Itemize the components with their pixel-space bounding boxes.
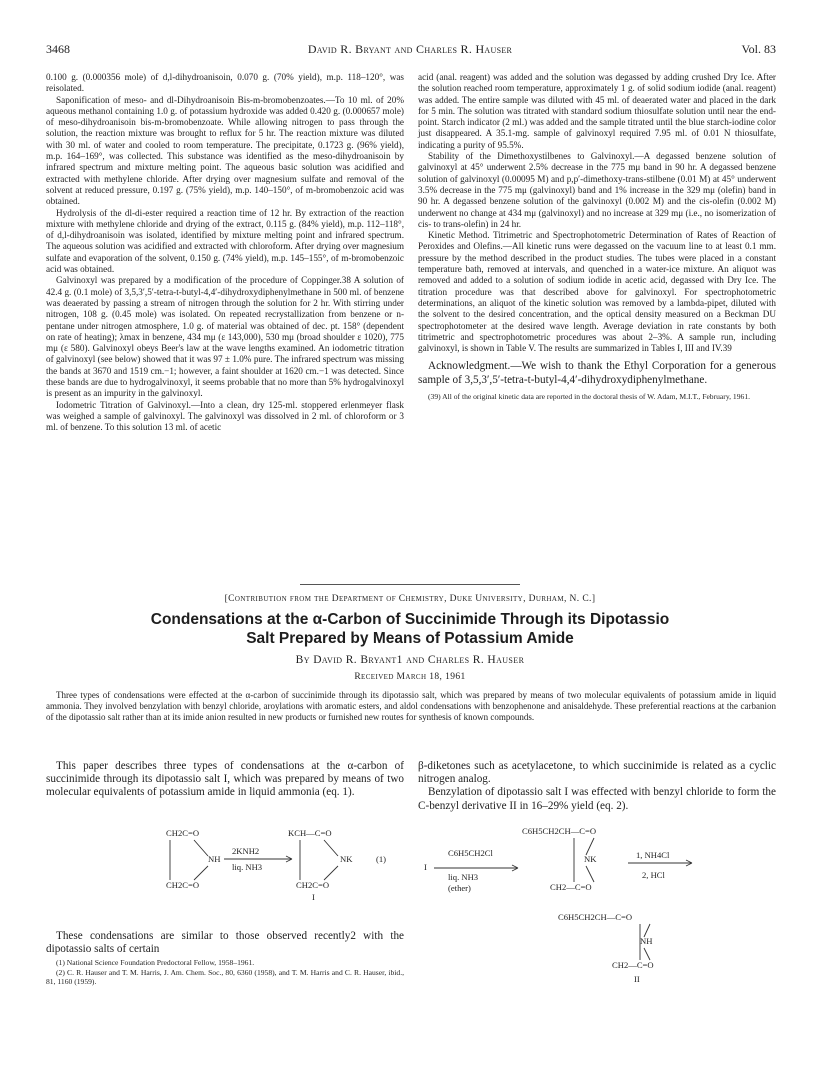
footnote-1: (1) National Science Foundation Predoctoral Fellow, 1958–1961.	[56, 958, 255, 967]
top-left-column	[46, 72, 404, 434]
eq2-intermediate-top: C6H5CH2CH—C=O	[522, 826, 597, 836]
paragraph: Kinetic Method. Titrimetric and Spectrophotometric Determination of Rates of Reaction of Peroxides and Olefins.—All kinetic runs were degassed on the vacuum line to at least 0.1 mm. pressure by the method described in the product studies. The tubes were placed in a constant temperature bath, removed at intervals, and quenched in a water-ice mixture. An aliquot was removed and added to a solution of sodium iodide in acetic acid, degassed with Dry Ice. The titration procedure was that described above for galvinoxyl. For spectrophotometric determinations, an aliquot of the kinetic solution was removed by a lambda-pipet, diluted with the solvent to the desired concentration, and the optical density measured on a Beckman DU spectrophotometer at the desired wave length. Average deviation in rate constants by both titrimetric and spectrophotometric procedures was about 2–3%. A sample run, including galvinoxyl, is shown in Table V. The results are summarized in Tables I, III and IV.39	[418, 230, 776, 354]
paragraph: 0.100 g. (0.000356 mole) of d,l-dihydroanisoin, 0.070 g. (70% yield), m.p. 118–120°, was reisolated.	[46, 72, 404, 94]
paragraph: acid (anal. reagent) was added and the solution was degassed by adding crushed Dry Ice. After the solution reached room temperature, approximately 1 g. of solid sodium iodide (anal. reagent) was added. The entire sample was diluted with 45 ml. of deaerated water and placed in the dark for 5 min. The solution was titrated with standard sodium thiosulfate solution until near the end-point. Starch indicator (2 ml.) was added and the sample titrated until the blue starch-iodine color just disappeared. A 35.1-mg. sample of galvinoxyl required 7.95 ml. of 0.01 N thiosulfate, indicating a purity of 95.5%.	[418, 72, 776, 150]
footnote-39: (39) All of the original kinetic data are reported in the doctoral thesis of W. Adam, M.I.T., February, 1961.	[428, 391, 751, 401]
eq2-bonds-and-arrows	[418, 826, 776, 1004]
eq1-succinimide-nh: NH	[208, 854, 221, 864]
eq2-solvent-2: (ether)	[448, 883, 471, 893]
paragraph: Saponification of meso- and dl-Dihydroanisoin Bis-m-bromobenzoates.—To 10 ml. of 20% aqueous methanol containing 1.0 g. of potassium hydroxide was added 0.420 g. (0.000657 mole) of meso-dihydroanisoin bis-m-bromobenzoate. While allowing nitrogen to pass through the solution, the reaction mixture was brought to reflux for 5 hr. The reaction mixture was diluted with 30 ml. of water and cooled to room temperature. The precipitate, 0.1723 g. (96% yield), m.p. 164–169°, was collected. This substance was identified as the meso-dihydroanisoin by infrared spectrum and mixture melting point. The aqueous basic solution was acidified and extracted with methylene chloride. After drying over magnesium sulfate and removal of the solvent at reduced pressure, 0.197 g. (75% yield), m.p. 140–150°, of m-bromobenzoic acid was obtained.	[46, 94, 404, 207]
paragraph: These condensations are similar to those observed recently2 with the dipotassio salts of certain	[46, 930, 404, 956]
received-date: Received March 18, 1961	[354, 672, 466, 682]
eq2-product-nh: NH	[640, 936, 653, 946]
paragraph: Iodometric Titration of Galvinoxyl.—Into a clean, dry 125-ml. stoppered erlenmeyer flask was weighed a sample of galvinoxyl. The galvinoxyl was dissolved in 2 ml. of chloroform or 3 ml. of benzene. To this solution 13 ml. of acetic	[46, 399, 404, 433]
benzylation-paragraph	[418, 786, 776, 812]
contribution-line: [Contribution from the Department of Chemistry, Duke University, Durham, N. C.]	[224, 594, 596, 604]
eq1-succinimide-top: CH2C=O	[166, 828, 200, 838]
section-divider	[300, 584, 520, 585]
abstract	[46, 690, 776, 722]
footnote-2: (2) C. R. Hauser and T. M. Harris, J. Am. Chem. Soc., 80, 6360 (1958), and T. M. Harris and C. R. Hauser, ibid., 81, 1160 (1959).	[46, 967, 404, 987]
bottom-left-continued	[46, 930, 404, 956]
benzylation-text: Benzylation of dipotassio salt I was effected with benzyl chloride to form the C-benzyl derivative II in 16–29% yield (eq. 2).	[418, 786, 776, 812]
eq2-solvent-1: liq. NH3	[448, 872, 479, 882]
eq2-intermediate-nk: NK	[584, 854, 597, 864]
title-line-2: Salt Prepared by Means of Potassium Amide	[246, 630, 574, 647]
eq2-reagent: C6H5CH2Cl	[448, 848, 493, 858]
eq1-product-bottom: CH2C=O	[296, 880, 330, 890]
eq2-start: I	[424, 862, 427, 872]
eq1-product-label: I	[312, 892, 315, 902]
paragraph: β-diketones such as acetylacetone, to which succinimide is related as a cyclic nitrogen analog.	[418, 760, 776, 786]
bottom-right-column	[418, 760, 776, 813]
eq1-solvent: liq. NH3	[232, 862, 263, 872]
eq1-reagent: 2KNH2	[232, 846, 260, 856]
title-line-1: Condensations at the α-Carbon of Succinimide Through its Dipotassio	[150, 611, 670, 628]
abstract-text: Three types of condensations were effected at the α-carbon of succinimide through its dipotassio salt, which was prepared by means of two molecular equivalents of potassium amide in liquid ammonia. They involved benzylation with benzyl chloride, aroylations with aromatic esters, and aldol condensations with benzophenone and anisaldehyde. These preferential reactions at the carbanion of the dipotassio salt rather than at its imide anion resulted in new products or furnished new routes for synthesis of known compounds.	[46, 690, 776, 722]
paragraph: Stability of the Dimethoxystilbenes to Galvinoxyl.—A degassed benzene solution of galvinoxyl at 45° underwent 2.5% decrease in the 775 mμ band in 90 hr. A degassed benzene solution of galvinoxyl (0.00095 M) and p,p′-dimethoxy-trans-stilbene (0.01 M) at 45° underwent 3.5% decrease in the 775 mμ (galvinoxyl) band and 1% increase in the 329 mμ (olefin) band in 90 hr. A degassed benzene solution of the galvinoxyl (0.002 M) and the cis-olefin (0.002 M) underwent no change at 434 mμ (galvinoxyl) and no increase at 329 mμ (i.e., no isomerization of cis- to trans-olefin) in 24 hr.	[418, 151, 776, 229]
eq2-product-label: II	[634, 974, 640, 984]
eq2-product-bottom: CH2—C=O	[612, 960, 654, 970]
eq2-intermediate-bottom: CH2—C=O	[550, 882, 592, 892]
paragraph: Galvinoxyl was prepared by a modification of the procedure of Coppinger.38 A solution of 42.4 g. (0.1 mole) of 3,5,3′,5′-tetra-t-butyl-4,4′-dihydroxydiphenylmethane in 500 ml. of benzene was deaerated by passing a stream of nitrogen through the solution for 2 hr. With stirring under nitrogen, 108 g. (0.45 mole) was isolated. On repeated recrystallization from benzene or n-pentane under nitrogen atmosphere, 1.0 g. of material was obtained of dec. pt. 158° (dependent on rate of heating); λmax in benzene, 434 mμ (ε 143,000), 530 mμ (broad shoulder ε 1020), 775 mμ (ε 580). Galvinoxyl obeys Beer's law at the wave lengths examined. An iodometric titration of galvinoxyl (see below) showed that it was 97 ± 1.0% pure. The infrared spectrum was missing the bands at 3670 and 1519 cm.−1; however, a faint shoulder at 1620 cm.−1 was detected. Since these bands are due to hydrogalvinoxyl, it seems probable that no more than 5% hydrogalvinoxyl is present as an impurity in the galvinoxyl.	[46, 275, 404, 399]
eq2-product-top: C6H5CH2CH—C=O	[558, 912, 633, 922]
acknowledgment: Acknowledgment.—We wish to thank the Ethyl Corporation for a generous sample of 3,5,3′,5′-tetra-t-butyl-4,4′-dihydroxydiphenylmethane.	[418, 360, 776, 386]
top-right-column	[418, 72, 776, 401]
article-authors: By David R. Bryant1 and Charles R. Hauser	[295, 654, 525, 666]
page-number: 3468	[46, 42, 70, 56]
equation-2	[418, 826, 776, 1004]
eq1-bonds-and-arrow	[46, 828, 404, 926]
paragraph: Hydrolysis of the dl-di-ester required a reaction time of 12 hr. By extraction of the reaction mixture with methylene chloride and drying of the extract, 0.115 g. (84% yield), m.p. 112–118°, of d,l-dihydroanisoin was isolated, identified by mixture melting point and infrared spectrum. The aqueous solution was acidified and extracted with chloroform. After drying over magnesium sulfate and evaporation of the solvent, 0.150 g. (74% yield), m.p. 145–155°, of m-bromobenzoic acid was obtained.	[46, 207, 404, 275]
eq1-product-nk: NK	[340, 854, 353, 864]
eq2-step-1: 1, NH4Cl	[636, 850, 670, 860]
bottom-left-footnotes	[46, 958, 404, 987]
eq1-number: (1)	[376, 854, 387, 864]
eq1-product-top: KCH—C=O	[288, 828, 332, 838]
equation-1	[46, 828, 404, 926]
bottom-left-column	[46, 760, 404, 800]
eq2-step-2: 2, HCl	[642, 870, 665, 880]
article-title	[0, 610, 820, 648]
eq1-succinimide-bottom: CH2C=O	[166, 880, 200, 890]
volume-label: Vol. 83	[741, 42, 776, 56]
intro-paragraph: This paper describes three types of condensations at the α-carbon of succinimide through its dipotassio salt I, which was prepared by means of two molecular equivalents of potassium amide in liquid ammonia (eq. 1).	[46, 760, 404, 799]
running-title: David R. Bryant and Charles R. Hauser	[307, 42, 513, 56]
